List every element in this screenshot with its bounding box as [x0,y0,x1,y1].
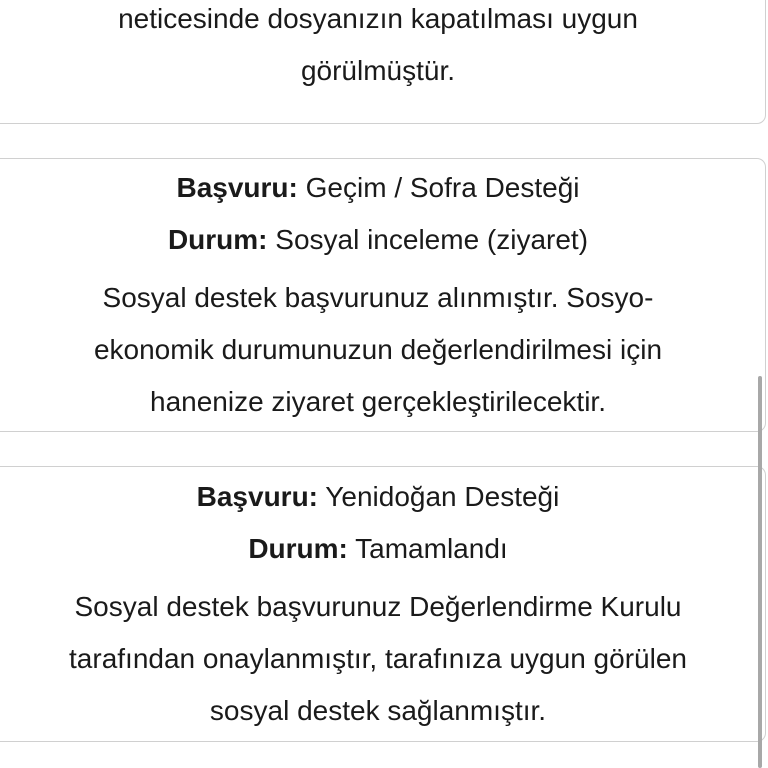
message-line: Sosyal destek başvurunuz alınmıştır. Sosyo- [102,282,654,313]
application-type-value: Geçim / Sofra Desteği [305,172,580,203]
application-type-row [0,471,765,523]
application-header [0,467,765,575]
application-type-label: Başvuru: [176,172,298,203]
vertical-scrollbar[interactable] [758,376,762,768]
application-message [0,0,765,97]
application-type-value: Yenidoğan Desteği [325,481,560,512]
application-type-row [0,162,765,214]
application-card [0,466,766,742]
message-line: hanenize ziyaret gerçekleştirilecektir. [150,386,606,417]
message-line: tarafından onaylanmıştır, tarafınıza uygun görülen [69,643,687,674]
message-line: ekonomik durumunuzun değerlendirilmesi için [93,334,663,365]
status-row [0,214,765,266]
application-card [0,158,766,432]
message-line: görülmüştür. [300,55,456,86]
application-message [0,272,765,428]
application-message [0,581,765,737]
message-line: neticesinde dosyanızın kapatılması uygun [118,3,638,34]
message-line: sosyal destek sağlanmıştır. [209,695,547,726]
application-header [0,159,765,266]
message-line: Sosyal destek başvurunuz Değerlendirme Kurulu [74,591,682,622]
status-value: Sosyal inceleme (ziyaret) [275,224,589,255]
application-type-label: Başvuru: [196,481,319,512]
application-card [0,0,766,124]
status-label: Durum: [167,224,268,255]
status-label: Durum: [248,533,348,564]
status-row [0,523,765,575]
status-value: Tamamlandı [355,533,508,564]
